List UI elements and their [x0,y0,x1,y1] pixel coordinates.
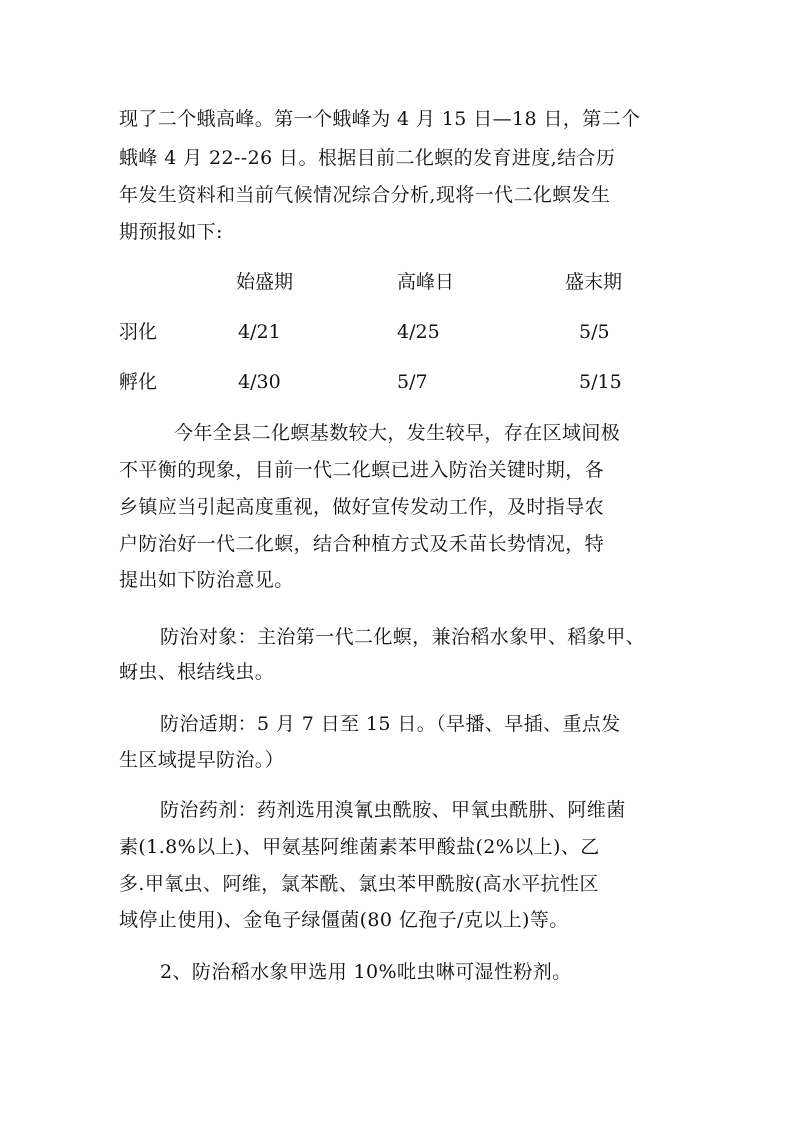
situation-line-2: 不平衡的现象，目前一代二化螟已进入防治关键时期，各 [119,459,605,481]
target-line-2: 蚜虫、根结线虫。 [119,661,275,683]
eclosion-end-peak: 5/5 [579,321,610,343]
row-label-hatching: 孵化 [119,371,158,393]
hatching-end-peak: 5/15 [579,371,622,393]
hatching-peak-day: 5/7 [397,371,428,393]
target-line-1: 防治对象：主治第一代二化螟，兼治稻水象甲、稻象甲、 [160,626,646,648]
col-header-start-peak: 始盛期 [236,271,294,293]
pesticides-line-4: 域停止使用)、金龟子绿僵菌(80 亿孢子/克以上)等。 [119,909,569,931]
situation-line-3: 乡镇应当引起高度重视，做好宣传发动工作，及时指导农 [119,496,605,518]
situation-line-1: 今年全县二化螟基数较大，发生较早，存在区域间极 [174,422,621,444]
col-header-peak-day: 高峰日 [397,271,455,293]
intro-line-2: 蛾峰 4 月 22--26 日。根据目前二化螟的发育进度,结合历 [119,147,616,169]
pesticides-line-3: 多.甲氧虫、阿维，氯苯酰、氯虫苯甲酰胺(高水平抗性区 [119,873,599,895]
eclosion-peak-day: 4/25 [397,321,440,343]
row-label-eclosion: 羽化 [119,321,158,343]
hatching-start-peak: 4/30 [238,371,281,393]
eclosion-start-peak: 4/21 [238,321,281,343]
item-2-line: 2、防治稻水象甲选用 10%吡虫啉可湿性粉剂。 [160,961,572,983]
period-line-2: 生区域提早防治。） [119,749,285,771]
pesticides-line-1: 防治药剂：药剂选用溴氰虫酰胺、甲氧虫酰肼、阿维菌 [160,799,626,821]
intro-line-4: 期预报如下: [119,221,223,243]
pesticides-line-2: 素(1.8%以上)、甲氨基阿维菌素苯甲酸盐(2%以上)、乙 [119,836,600,858]
intro-line-1: 现了二个蛾高峰。第一个蛾峰为 4 月 15 日—18 日，第二个 [119,108,641,130]
intro-line-3: 年发生资料和当前气候情况综合分析,现将一代二化螟发生 [119,184,611,206]
col-header-end-peak: 盛末期 [565,271,623,293]
period-line-1: 防治适期：5 月 7 日至 15 日。（早播、早插、重点发 [160,713,621,735]
situation-line-5: 提出如下防治意见。 [119,569,294,591]
situation-line-4: 户防治好一代二化螟，结合种植方式及禾苗长势情况，特 [119,533,605,555]
